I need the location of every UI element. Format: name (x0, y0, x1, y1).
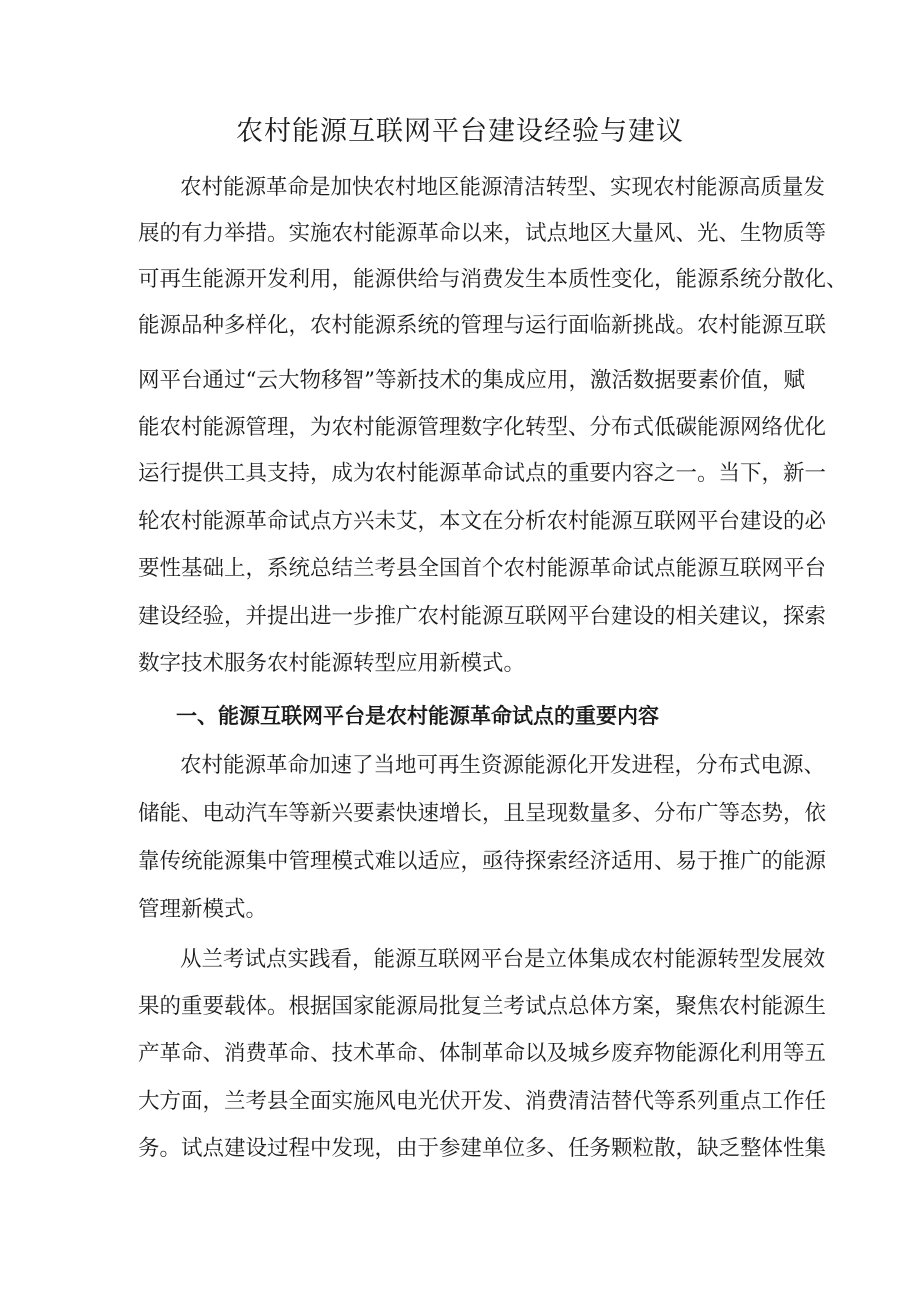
paragraph-1-line: 网平台通过“云大物移智”等新技术的集成应用，激活数据要素价值，赋 (138, 368, 805, 393)
paragraph-1-line: 数字技术服务农村能源转型应用新模式。 (138, 651, 526, 676)
paragraph-1-line: 能源品种多样化，农村能源系统的管理与运行面临新挑战。农村能源互联 (138, 313, 827, 338)
paragraph-3-line: 务。试点建设过程中发现，由于参建单位多、任务颗粒散，缺乏整体性集 (138, 1136, 827, 1161)
paragraph-3-line: 大方面，兰考县全面实施风电光伏开发、消费清洁替代等系列重点工作任 (138, 1089, 827, 1114)
paragraph-1-line: 展的有力举措。实施农村能源革命以来，试点地区大量风、光、生物质等 (138, 221, 827, 246)
paragraph-1-line: 建设经验，并提出进一步推广农村能源互联网平台建设的相关建议，探索 (138, 604, 827, 629)
paragraph-2-line: 管理新模式。 (138, 897, 268, 922)
paragraph-3-line: 产革命、消费革命、技术革命、体制革命以及城乡废弃物能源化利用等五 (138, 1041, 827, 1066)
document-title: 农村能源互联网平台建设经验与建议 (236, 116, 684, 147)
paragraph-2-line: 农村能源革命加速了当地可再生资源能源化开发进程，分布式电源、 (180, 753, 826, 778)
paragraph-1-line: 轮农村能源革命试点方兴未艾，本文在分析农村能源互联网平台建设的必 (138, 509, 827, 534)
paragraph-1-line: 能农村能源管理，为农村能源管理数字化转型、分布式低碳能源网络优化 (138, 415, 827, 440)
paragraph-1-line: 可再生能源开发利用，能源供给与消费发生本质性变化，能源系统分散化、 (138, 267, 848, 292)
paragraph-1-line: 农村能源革命是加快农村地区能源清洁转型、实现农村能源高质量发 (180, 175, 826, 200)
section-1-heading: 一、能源互联网平台是农村能源革命试点的重要内容 (176, 704, 659, 728)
paragraph-1-line: 要性基础上，系统总结兰考县全国首个农村能源革命试点能源互联网平台 (138, 556, 827, 581)
paragraph-2-line: 靠传统能源集中管理模式难以适应，亟待探索经济适用、易于推广的能源 (138, 849, 827, 874)
paragraph-2-line: 储能、电动汽车等新兴要素快速增长，且呈现数量多、分布广等态势，依 (138, 801, 827, 826)
paragraph-3-line: 果的重要载体。根据国家能源局批复兰考试点总体方案，聚焦农村能源生 (138, 994, 827, 1019)
paragraph-3-line: 从兰考试点实践看，能源互联网平台是立体集成农村能源转型发展效 (180, 947, 826, 972)
paragraph-1-line: 运行提供工具支持，成为农村能源革命试点的重要内容之一。当下，新一 (138, 461, 827, 486)
